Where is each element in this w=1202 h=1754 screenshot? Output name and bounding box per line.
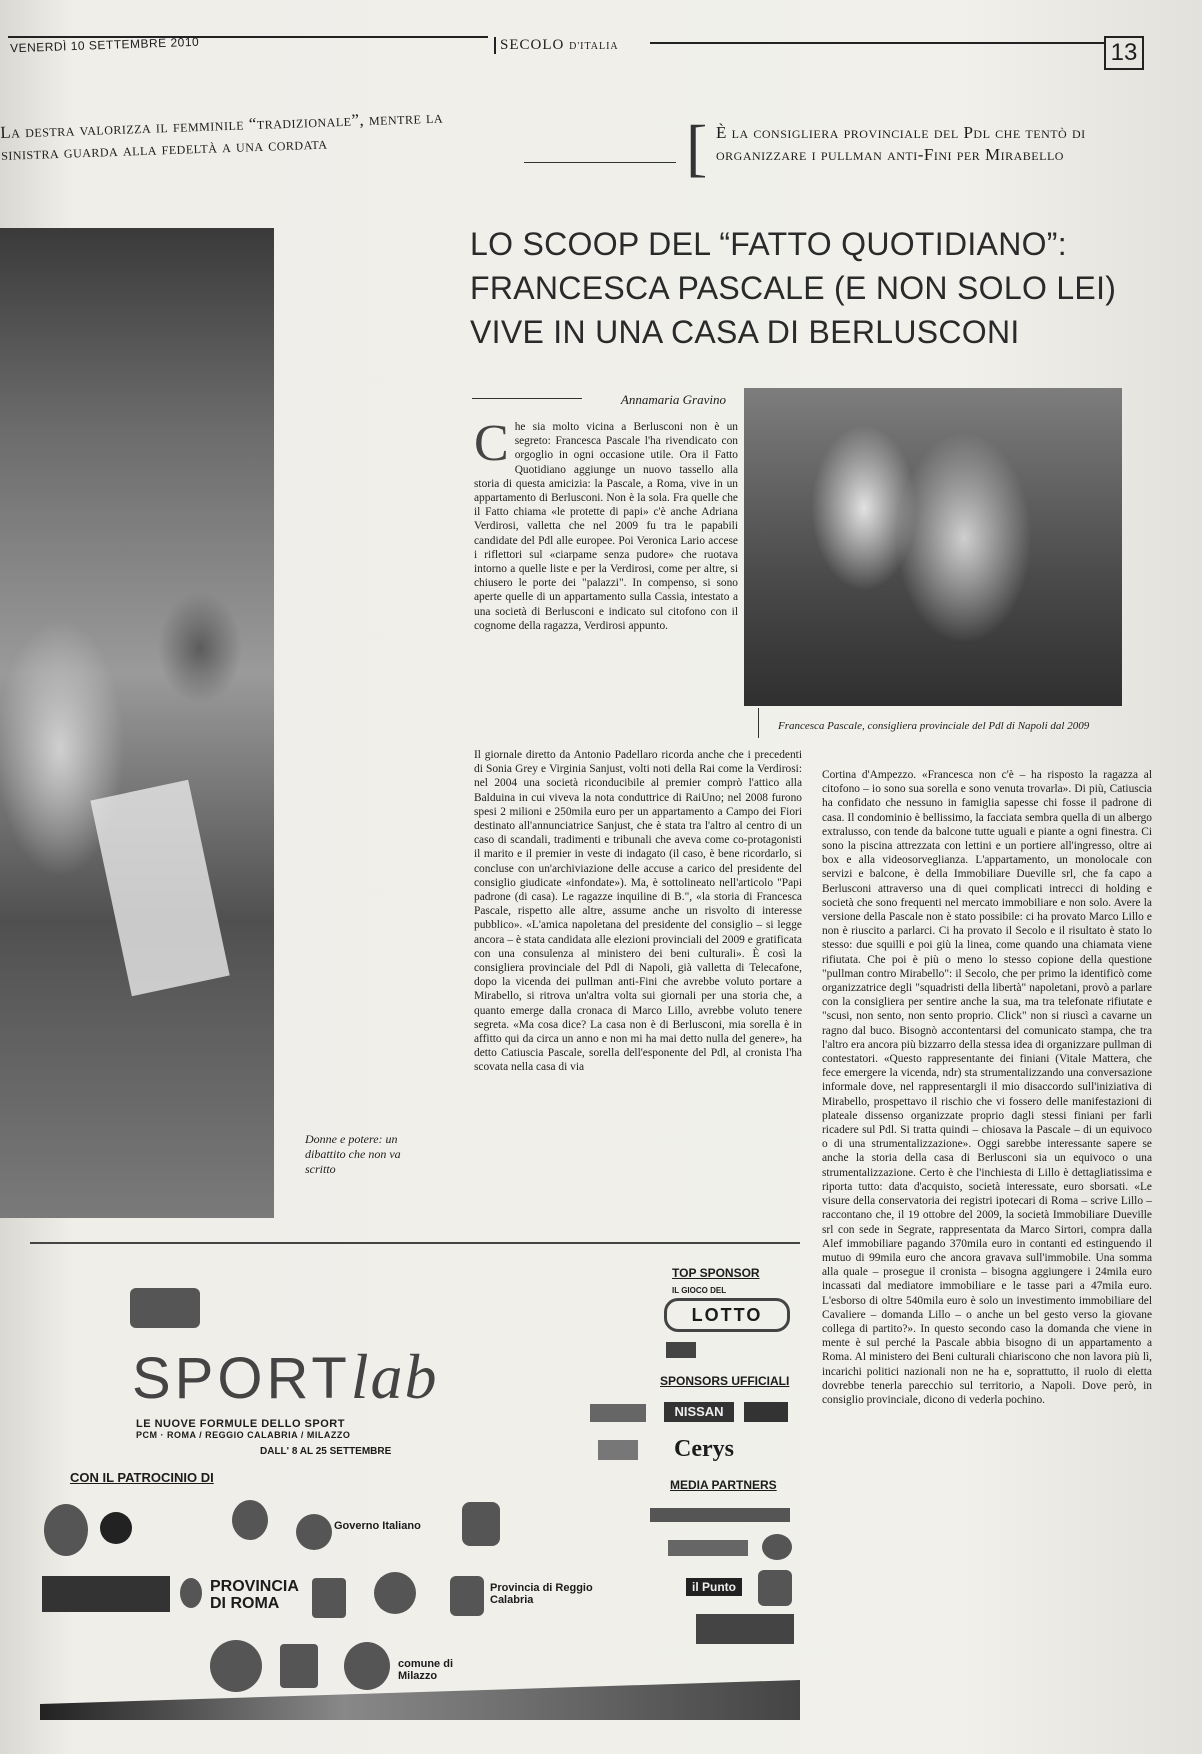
cerys-logo: Cerys xyxy=(674,1436,734,1462)
patronage-heading: CON IL PATROCINIO DI xyxy=(70,1470,214,1485)
kicker-right: È la consigliera provinciale del Pdl che tentò di organizzare i pullman anti-Fini per Mirabello xyxy=(716,123,1086,164)
media-round-icon xyxy=(762,1534,792,1560)
patron-provincia-roma: PROVINCIA DI ROMA xyxy=(210,1578,299,1612)
caption-rule xyxy=(758,708,759,738)
ad-subtitle-line: LE NUOVE FORMULE DELLO SPORT xyxy=(136,1418,345,1430)
media-logo-icon xyxy=(668,1540,748,1556)
bracket-icon: [ xyxy=(686,112,708,183)
photo-caption-right: Francesca Pascale, consigliera provinciale del Pdl di Napoli dal 2009 xyxy=(778,720,1090,732)
sponsor-badge-icon xyxy=(744,1402,788,1422)
ad-title-script: lab xyxy=(350,1341,439,1412)
crest-icon xyxy=(280,1644,318,1688)
regional-seal-icon xyxy=(374,1572,416,1614)
nissan-logo: NISSAN xyxy=(664,1402,734,1422)
patron-reggio-calabria: Provincia di Reggio Calabria xyxy=(490,1582,593,1606)
reggio-crest-icon xyxy=(450,1576,484,1616)
ad-title-main: SPORT xyxy=(132,1346,351,1411)
patron-milazzo: comune di Milazzo xyxy=(398,1658,454,1682)
patron-government: Governo Italiano xyxy=(334,1520,421,1532)
coat-of-arms-icon xyxy=(44,1504,88,1556)
drop-cap: C xyxy=(474,415,509,472)
article-column-1 xyxy=(474,415,738,633)
sponsor-mark-icon xyxy=(666,1342,696,1358)
masthead xyxy=(494,37,619,54)
ad-subtitle xyxy=(136,1418,350,1440)
media-badge-icon xyxy=(758,1570,792,1606)
sponsor-banner-icon xyxy=(42,1576,170,1612)
masthead-suffix: D'ITALIA xyxy=(569,41,619,52)
republic-emblem-icon xyxy=(232,1500,268,1540)
lotto-logo: LOTTO xyxy=(664,1298,790,1332)
issue-date: VENERDÌ 10 SETTEMBRE 2010 xyxy=(9,34,200,56)
article-headline: LO SCOOP DEL “FATTO QUOTIDIANO”: FRANCESCA PASCALE (E NON SOLO LEI) VIVE IN UNA CASA DI BERLUSCONI xyxy=(470,226,1117,350)
header-rule-left xyxy=(8,36,488,38)
ad-top-rule xyxy=(30,1242,800,1244)
government-logo-icon xyxy=(296,1514,332,1550)
round-seal-icon xyxy=(210,1640,262,1692)
article-column-1b: Il giornale diretto da Antonio Padellaro ricorda anche che i precedenti di Sonia Grey e Virginia Sanjust, volti noti della Rai come la Verdirosi: nel 2004 una società riconducibile al premier comprò l'attico alla Balduina in cui viveva la nota conduttrice di RaiUno; nel 2008 furono spesi 2 milioni e 250mila euro per un appartamento a Campo dei Fiori destinato all'annunciatrice Sanjust, che è stata tra l'altro al centro di un caso di scandali, tradimenti e tribunali che aveva come co-protagonisti il marito e il premier in veste di indagato (il caso, è bene ricordarlo, si concluse con un'archiviazione delle accuse a carico del presidente del consiglio giudicate «infondate»). Ma, è sottolineato nell'articolo "Papi padrone (di casa). Le ragazze inquiline di B.", «la storia di Francesca Pascale, rispetto alle altre, assume anche un risvolto di interesse pubblico». «L'amica napoletana del presidente del consiglio – si legge ancora – è stata candidata alle elezioni provinciali del 2009 e gratificata con una consulenza al ministero dei beni culturali». È così la consigliera provinciale del Pdl di Napoli, già valletta di Telecafone, dopo la vicenda dei pullman anti-Fini che avrebbe voluto portare a Mirabello, si ritrova un'altra volta sui giornali per una storia che, a quanto emerge dalla cronaca di Marco Lillo, avrebbe voluto tenere segreta. «Ma cosa dice? La casa non è di Berlusconi, mia sorella è in affitto qui da circa un anno e non mi ha mai detto nulla del genere», ha detto Catiuscia Pascale, sorella dell'esponente del Pdl, al cronista l'ha scovata nella casa di via xyxy=(474,749,802,1074)
ministry-logo-icon xyxy=(100,1512,132,1544)
article-column-2: Cortina d'Ampezzo. «Francesca non c'è – ha risposto la ragazza al citofono – io sono sua sorella e sono venuta trovarla». Di più, Catiuscia ha confidato che nessuno in famiglia sapesse chi fosse il padrone di casa. Il condominio è bellissimo, la facciata sembra quella di un albergo extralusso, con tende da balcone tutte uguali e piante a ogni finestra. Ci sono la piscina attrezzata con lettini e un portiere all'ingresso, oltre ai box e alla videosorveglianza. L'appartamento, un monolocale con servizi e balcone, è della Immobiliare Dueville srl, che fa capo a Berlusconi attraverso una di quei complicati intrecci di holding e società che sono frequenti nel mercato immobiliare e non solo. Avere la versione della Pascale non è stato possibile: ci ha provato Marco Lillo e non è riuscito a parlarci. Ci ha provato il Secolo e il risultato è stato lo stesso: due squilli e poi giù la linea, come quando una chiamata viene rifiutata. Che poi è più o meno lo stesso copione della questione "pullman contro Mirabello": il Secolo, che per primo la identificò come organizzatrice degli "squadristi della libertà" napoletani, provò a parlare con la consigliera per sentire anche la sua, ma tra telefonate rifiutate e "scusi, non sento, non sento proprio. Click" non si riuscì a cavarne un ragno dal buco. Bisognò accontentarsi del comunicato stampa, che tra l'altro era ancora più bizzarro della stessa idea di organizzare pullman di contestatori. «Questo rappresentante dei finiani (Vitale Mattera, che fece emergere la vicenda, ndr) sta strumentalizzando una conversazione informale dove, nel rappresentargli il mio disaccordo sull'iniziativa di Mirabello, prospettavo il rischio che vi fossero delle manifestazioni di plateale dissenso organizzate proprio dagli stessi finiani per farli ricadere sul Pdl. Si tratta quindi – chiosava la Pascale – di un equivoco o di una strumentalizzazione». Oggi sarebbe interessante sapere se anche la storia della casa di Berlusconi sia un equivoco o una strumentalizzazione. Certo è che l'inchiesta di Lillo è dettagliatissima e riporta tutto: data d'acquisto, società interessate, euro sborsati. «Le visure della conservatoria dei registri ipotecari di Roma – scrive Lillo – raccontano che, il 19 ottobre del 2009, la società Immobiliare Dueville srl con sede in Segrate, rappresentata da Marco Sirtori, compra dalla Alef immobiliare pagando 370mila euro in contanti ed estinguendo il mutuo di 99mila euro che ancora gravava sull'immobile. Una somma alla quale – prosegue il cronista – bisogna aggiungere i 24mila euro incassati dal mediatore immobiliare e le tasse pari a 47mila euro. L'esborso di oltre 540mila euro è solo un investimento immobiliare del Cavaliere – domanda Lillo – o anche un bel gesto verso la giovane collega di partito?». In questo secondo caso la domanda che viene in mente è sul perché la Pascale abbia bisogno di un appartamento a Roma. Al ministero dei Beni culturali chiariscono che non lavora più lì, incarichi politici nazionali non ne ha e, soprattutto, il ruolo di eletta dovrebbe tenerla parecchio sul territorio, a Napoli. Dove però, in consiglio provinciale, dicono di vederla pochino. xyxy=(822,769,1152,1406)
article-text-1: he sia molto vicina a Berlusconi non è un segreto: Francesca Pascale l'ha rivendicato con orgoglio in ogni occasione utile. Ora il Fatto Quotidiano aggiunge un nuovo tassello alla storia di questa amicizia: la Pascale, a Roma, vive in un appartamento di Berlusconi. Non è la sola. Fra quelle che il Fatto chiama «le protette di papi» c'è anche Adriana Verdirosi, valletta che nel 2009 fu tra le papabili candidate del Pdl alle europee. Poi Veronica Lario accese i riflettori sul «ciarpame senza pudore» che ruotava intorno a quelle liste e per la Verdirosi, come per altre, si chiusero le porte dei "palazzi". In compenso, si sono aperte quelle di un appartamento sulla Cassia, intestato a una società di Berlusconi e indicato sul citofono con il cognome della ragazza, Verdirosi appunto. xyxy=(474,421,738,632)
regional-crest-icon xyxy=(462,1502,500,1546)
sponsor-logo-icon xyxy=(590,1404,646,1422)
milazzo-crest-icon xyxy=(344,1642,390,1690)
top-sponsor-heading: TOP SPONSOR xyxy=(672,1266,760,1280)
province-crest-icon xyxy=(180,1578,202,1608)
media-partners-heading: MEDIA PARTNERS xyxy=(670,1478,777,1492)
sport-logo-icon xyxy=(130,1288,200,1328)
ad-dates: DALL' 8 AL 25 SETTEMBRE xyxy=(260,1446,392,1457)
official-sponsors-heading: SPONSORS UFFICIALI xyxy=(660,1374,790,1388)
ad-bottom-graphic xyxy=(40,1680,800,1720)
photo-caption-left: Donne e potere: un dibattito che non va scritto xyxy=(305,1132,401,1176)
ad-title xyxy=(132,1340,439,1414)
kicker-rule xyxy=(524,162,676,163)
masthead-name: SECOLO xyxy=(500,37,565,53)
media-banner-icon xyxy=(650,1508,790,1522)
media-strip-icon xyxy=(696,1614,794,1644)
shield-icon xyxy=(312,1578,346,1618)
lotto-pre: IL GIOCO DEL xyxy=(672,1286,727,1295)
photo-women-walking xyxy=(0,228,274,1218)
photo-francesca-pascale xyxy=(744,388,1122,706)
byline: Annamaria Gravino xyxy=(620,392,726,407)
kicker-left: La destra valorizza il femminile “tradizionale”, mentre la sinistra guarda alla fedeltà a una cordata xyxy=(0,107,444,164)
il-punto-logo: il Punto xyxy=(686,1578,742,1596)
page-number: 13 xyxy=(1104,36,1144,70)
ad-locations: PCM · ROMA / REGGIO CALABRIA / MILAZZO xyxy=(136,1430,351,1440)
check-logo-icon xyxy=(598,1440,638,1460)
header-rule-right xyxy=(650,42,1105,44)
